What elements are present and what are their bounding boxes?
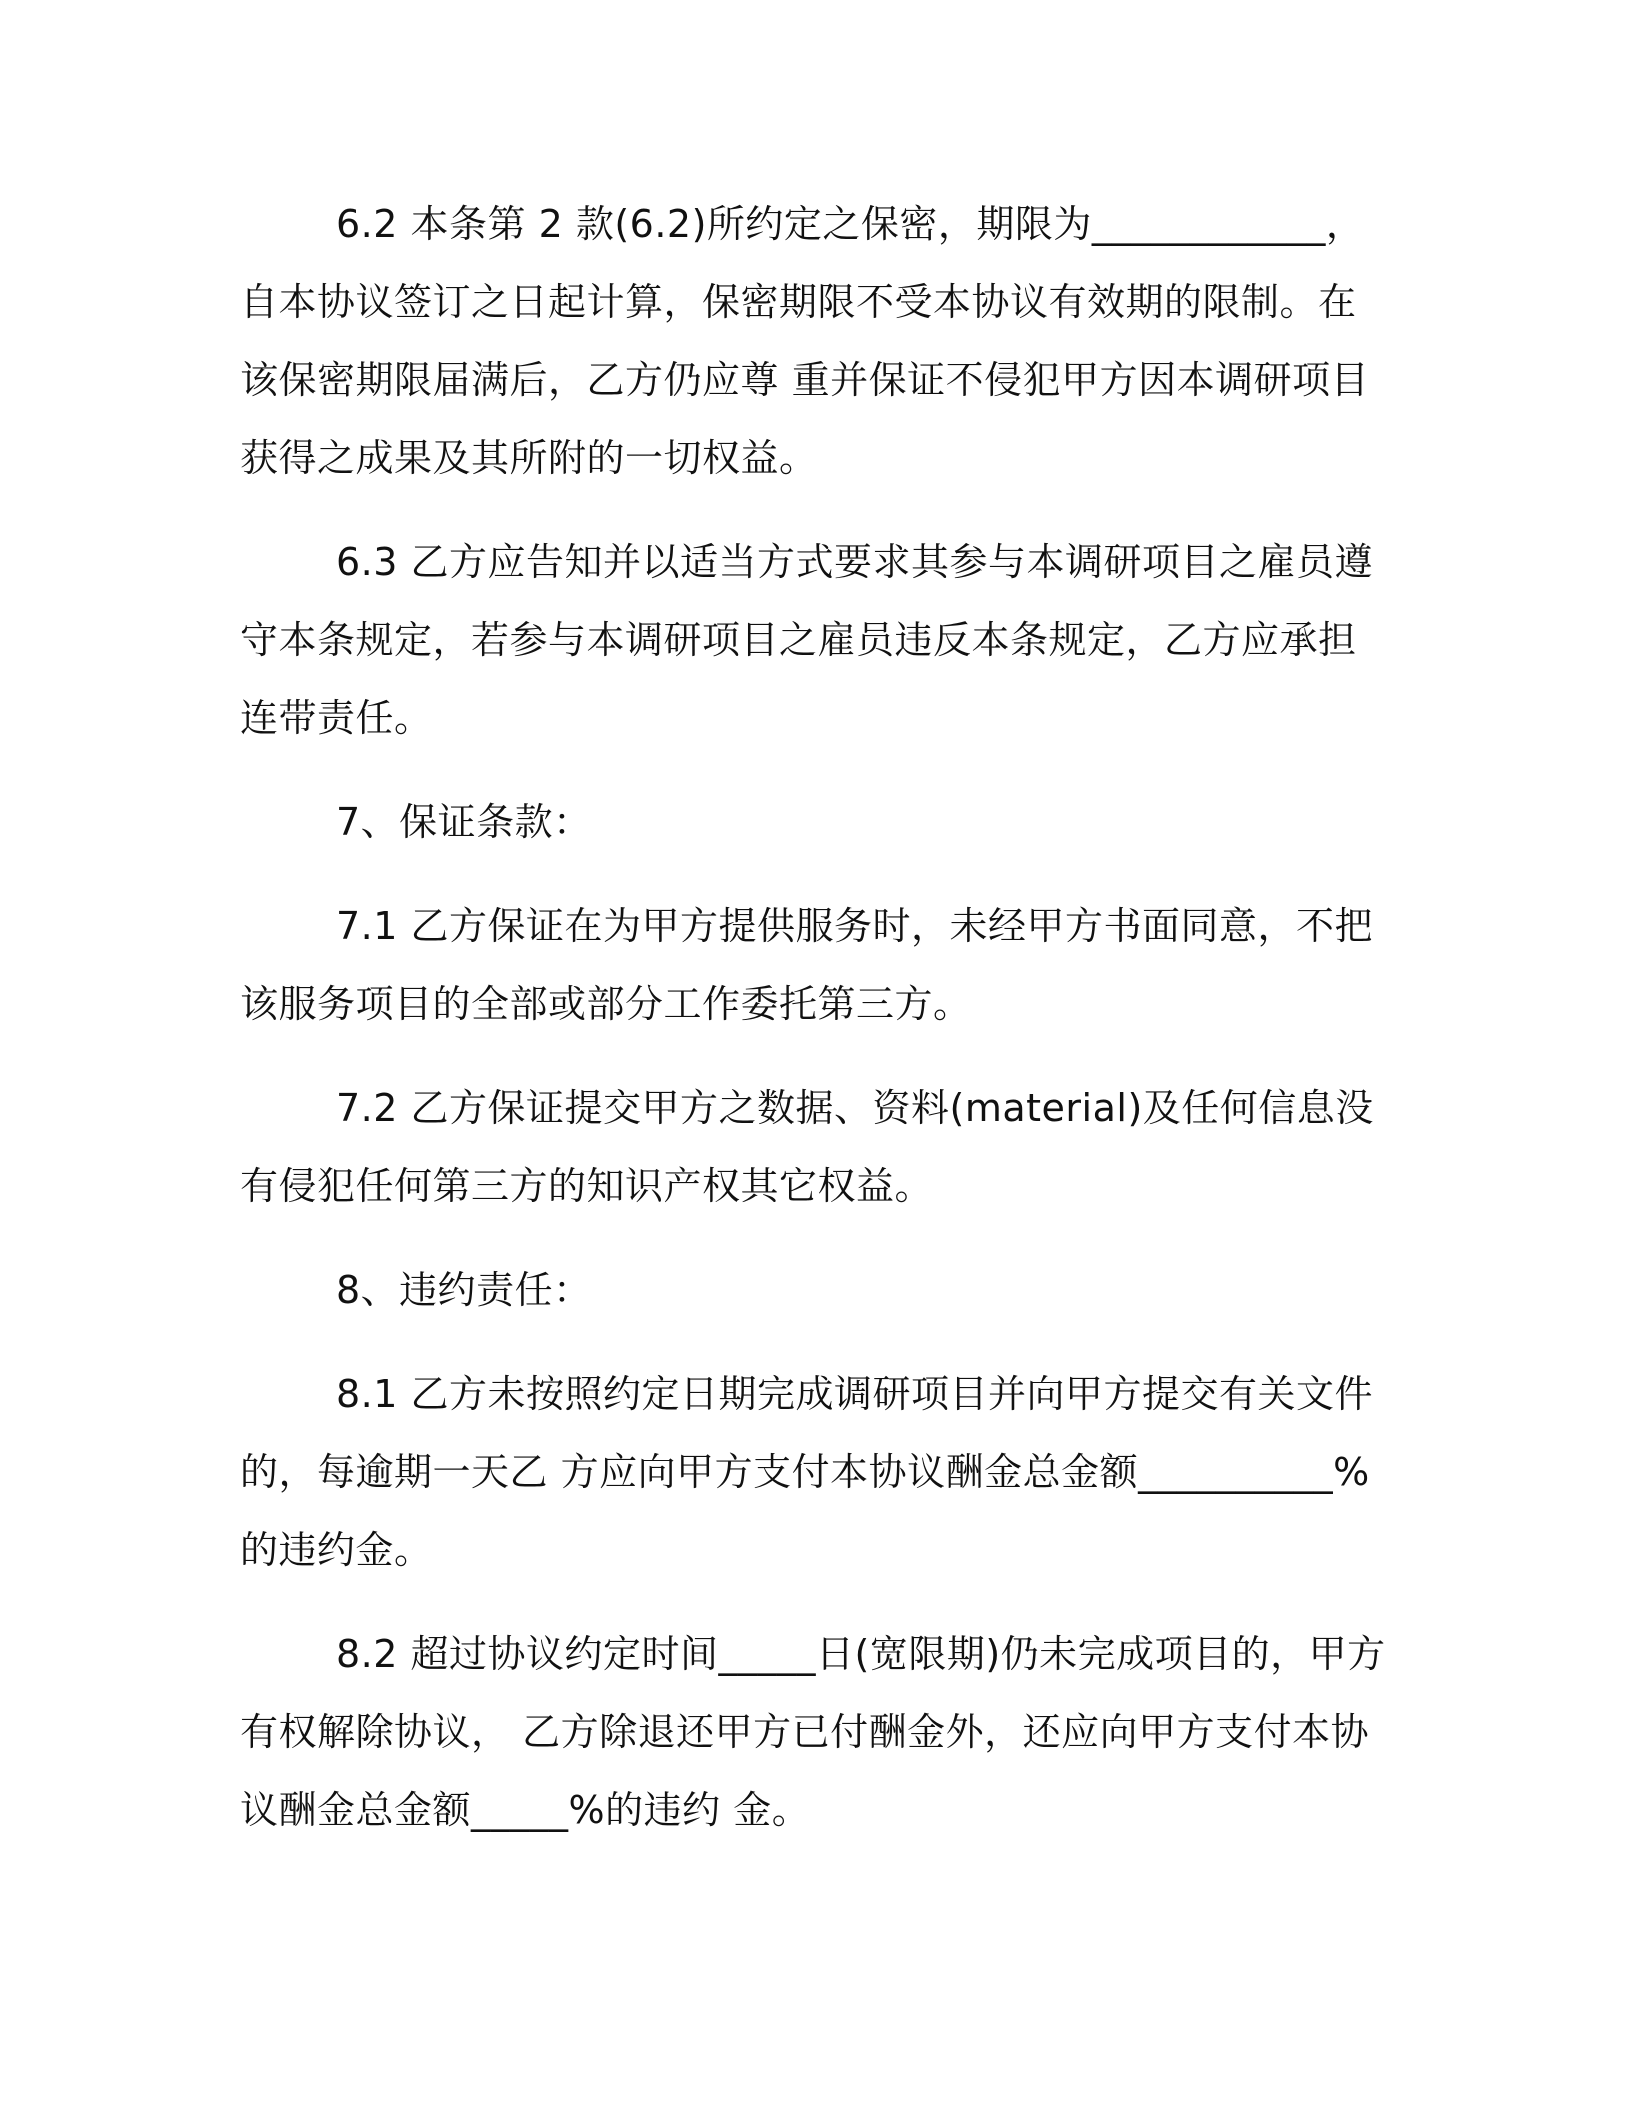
clause-8-1: 8.1 乙方未按照约定日期完成调研项目并向甲方提交有关文件的，每逾期一天乙 方应向甲方支付本协议酬金总金额__________%的违约金。 xyxy=(240,1372,1374,1572)
document-body xyxy=(240,185,1390,1875)
section-heading-7: 7、保证条款： xyxy=(336,800,592,844)
section-heading-8: 8、违约责任： xyxy=(336,1268,592,1312)
clause-8-2: 8.2 超过协议约定时间_____日(宽限期)仍未完成项目的，甲方有权解除协议， 乙方除退还甲方已付酬金外，还应向甲方支付本协议酬金总金额_____%的违约 金。 xyxy=(240,1632,1386,1832)
clause-7-2: 7.2 乙方保证提交甲方之数据、资料(material)及任何信息没有侵犯任何第三方的知识产权其它权益。 xyxy=(240,1086,1374,1208)
clause-6-3: 6.3 乙方应告知并以适当方式要求其参与本调研项目之雇员遵守本条规定，若参与本调研项目之雇员违反本条规定，乙方应承担连带责任。 xyxy=(240,540,1374,740)
clause-7-1: 7.1 乙方保证在为甲方提供服务时，未经甲方书面同意，不把该服务项目的全部或部分工作委托第三方。 xyxy=(240,904,1374,1026)
clause-6-2: 6.2 本条第 2 款(6.2)所约定之保密，期限为____________，自本协议签订之日起计算，保密期限不受本协议有效期的限制。在该保密期限届满后，乙方仍应尊 重并保证不侵犯甲方因本调研项目获得之成果及其所附的一切权益。 xyxy=(240,202,1370,480)
